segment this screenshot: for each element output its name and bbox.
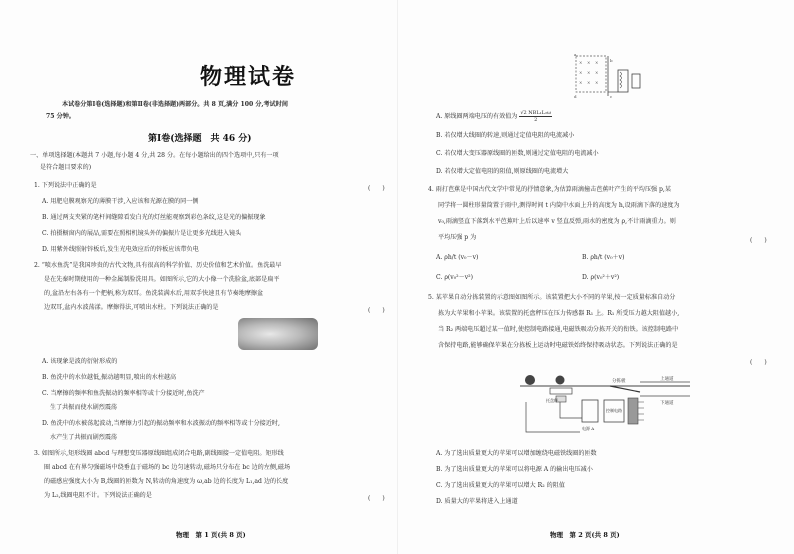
q2-option-d-1: D. 鱼洗中的水被荡起波动,当摩擦力引起的振动频率和水波振动的频率相等或十分接近时, (42, 420, 280, 427)
q5-option-d: D. 质量大的苹果将进入上通道 (436, 498, 518, 505)
q4-stem-3: v₀,雨滴竖直下落到水平芭蕉叶上后以速率 v 竖直反弹,雨水的密度为 ρ,不计雨滴重力。则 (438, 218, 676, 225)
q2-stem-1: 2. “喷水鱼洗”是我国珍贵的古代文物,具有很高的科学价值、历史价值和艺术价值。鱼洗最早 (34, 262, 282, 269)
q4-option-b: B. ρh/t (v₀＋v) (582, 254, 625, 261)
q1-option-b: B. 通过两支夹紧的笔杆间缝隙看发白光的灯丝能观察到彩色条纹,这是光的偏振现象 (42, 214, 266, 221)
q4-stem-1: 4. 雨打芭蕉是中国古代文学中常见的抒情意象,为估算雨滴撞击芭蕉叶产生的平均压强 p,某 (428, 186, 671, 193)
svg-text:×: × (587, 70, 591, 75)
q4-stem-4: 平均压强 p 为 (438, 234, 477, 241)
q3-stem-4: 为 L₂,线圈电阻不计。下列说法正确的是 (44, 492, 152, 499)
svg-text:×: × (587, 80, 591, 85)
q3-option-a-fraction (519, 110, 552, 123)
label-upper-channel: 上通道 (660, 377, 674, 382)
svg-text:×: × (595, 70, 599, 75)
q3-option-b: B. 若仅增大线圈的转速,则通过定值电阻的电流减小 (436, 132, 575, 139)
q3-label-c: c (610, 94, 613, 99)
q5-option-a: A. 为了选出质量更大的苹果可以增加缠绕电磁铁线圈的匝数 (436, 450, 597, 457)
label-sorter: 分拣板 (612, 379, 626, 384)
q3-stem-3: 的磁感应强度大小为 B,线圈的匝数为 N,转动的角速度为 ω,ab 边的长度为 L₁,ad 边的长度 (44, 478, 289, 485)
q3-answer-paren: ( ) (368, 495, 385, 502)
q3-option-a-text: A. 原线圈两端电压的有效值为 (436, 113, 518, 120)
svg-text:×: × (579, 60, 583, 65)
q3-option-d: D. 若仅增大定值电阻的阻值,则原线圈的电流增大 (436, 168, 569, 175)
fish-basin-photo (238, 318, 318, 350)
part1-line-2: 是符合题目要求的) (40, 164, 92, 171)
q4-stem-2: 同学将一圆柱形量筒置于雨中,测得时间 t 内筒中水面上升的高度为 h,设雨滴下落的速度为 (438, 202, 680, 209)
apple-sorter-figure (520, 372, 690, 438)
q5-stem-4: 含保持电路,能够确保苹果在分拣板上运动时电磁铁始终保持吸动状态。下列说法正确的是 (438, 342, 678, 349)
q3-frac-den: 2 (534, 117, 538, 123)
q5-stem-3: 当 R₂ 两端电压超过某一值时,使控制电路接通,电磁铁吸动分拣开关的衔铁。该控制电路中 (438, 326, 679, 333)
svg-text:×: × (587, 60, 591, 65)
exam-title: 物理试卷 (200, 64, 297, 90)
q4-option-d: D. ρ(v₀²＋v²) (582, 274, 620, 281)
q3-label-a: a (574, 52, 577, 57)
label-lower-channel: 下通道 (660, 401, 674, 406)
svg-text:×: × (595, 60, 599, 65)
q3-stem-2: 圈 abcd 在有界匀强磁场中绕垂直于磁场的 bc 边匀速转动,磁场只分布在 bc 边的左侧,磁场 (44, 464, 291, 471)
q3-label-b: b (610, 58, 613, 63)
q2-option-c-2: 生了共振而使水剧烈震荡 (50, 404, 118, 411)
footer-left: 物理 第 1 页(共 8 页) (176, 531, 246, 539)
q5-option-b: B. 为了选出质量更大的苹果可以将电源 A 的输出电压减小 (436, 466, 593, 473)
q2-stem-2: 是在先秦时期使用的一种金属制脸洗用具。如图所示,它的大小像一个洗脸盆,底部是扁平 (44, 276, 280, 283)
left-page (28, 0, 388, 554)
q2-stem-4: 边双耳,盆内水波荡漾。摩擦得法,可喷出水柱。下列说法正确的是 (44, 304, 219, 311)
q3-option-a (436, 110, 552, 123)
q3-label-d: d (574, 94, 577, 99)
q3-frac-num: √2 NBL₁L₂ω (520, 110, 552, 116)
label-source: 电源 A (582, 426, 595, 431)
q1-option-a: A. 用肥皂膜观察光的薄膜干涉,入应该和光源在膜的同一侧 (42, 198, 199, 205)
q5-stem-1: 5. 某苹果自动分拣装置的示意图如图所示。该装置把大小不同的苹果,按一定质量标准自动分 (428, 294, 676, 301)
svg-text:×: × (595, 80, 599, 85)
q3-stem-1: 3. 如图所示,矩形线圈 abcd 与理想变压器原线圈组成闭合电路,副线圈接一定值电阻。矩形线 (34, 450, 284, 457)
section-title: 第Ⅰ卷(选择题 共 46 分) (148, 134, 252, 144)
q2-option-a: A. 该现象是波的衍射形成的 (42, 358, 118, 365)
footer-right: 物理 第 2 页(共 8 页) (550, 531, 620, 539)
q2-option-b: B. 鱼洗中的水位越低,振动越明显,喷出的水柱越高 (42, 374, 177, 381)
q1-option-d: D. 用紫外线照射锌板后,发生光电效应后的锌板应该带负电 (42, 246, 199, 253)
intro-line-1: 本试卷分第Ⅰ卷(选择题)和第Ⅱ卷(非选择题)两部分。共 8 页,满分 100 分,考试时间 (62, 101, 288, 108)
q5-stem-2: 拣为大苹果和小苹果。该装置的托盘秤压在压力传感器 R₁ 上。R₁ 所受压力越大阻值越小, (438, 310, 680, 317)
q2-answer-paren: ( ) (368, 307, 385, 314)
q3-option-c: C. 若仅增大变压器原线圈的匝数,则通过定值电阻的电流减小 (436, 150, 599, 157)
label-tray: 托盘秤 (546, 398, 558, 403)
q2-option-d-2: 水产生了共振而剧烈震荡 (50, 434, 118, 441)
q5-answer-paren: ( ) (750, 359, 767, 366)
svg-text:×: × (579, 80, 583, 85)
q4-option-c: C. ρ(v₀²－v²) (436, 274, 473, 281)
q4-option-a: A. ρh/t (v₀－v) (436, 254, 479, 261)
q1-answer-paren: ( ) (368, 185, 385, 192)
part1-line-1: 一、单项选择题(本题共 7 小题,每小题 4 分,共 28 分。在每小题给出的四个选项中,只有一项 (30, 152, 279, 159)
q4-answer-paren: ( ) (750, 237, 767, 244)
q3-coil-transformer-figure (574, 52, 644, 100)
page-divider (397, 0, 398, 554)
label-control: 控制电路 (606, 408, 622, 413)
q2-stem-3: 的,盆沿左右各有一个把柄,称为双耳。鱼洗装满水后,用双手快速且有节奏地摩擦盆 (44, 290, 264, 297)
intro-line-2: 75 分钟。 (46, 113, 75, 120)
svg-text:×: × (579, 70, 583, 75)
q2-option-c-1: C. 当摩擦的频率和鱼洗振动的频率相等或十分接近时,鱼洗产 (42, 390, 205, 397)
right-page (428, 0, 777, 554)
q1-option-c: C. 拍摄橱窗内的展品,需要在照相机镜头外的偏振片是让更多光线进入镜头 (42, 230, 242, 237)
q5-option-c: C. 为了选出质量更大的苹果可以增大 R₂ 的阻值 (436, 482, 565, 489)
q1-stem: 1. 下列说法中正确的是 (34, 182, 97, 189)
